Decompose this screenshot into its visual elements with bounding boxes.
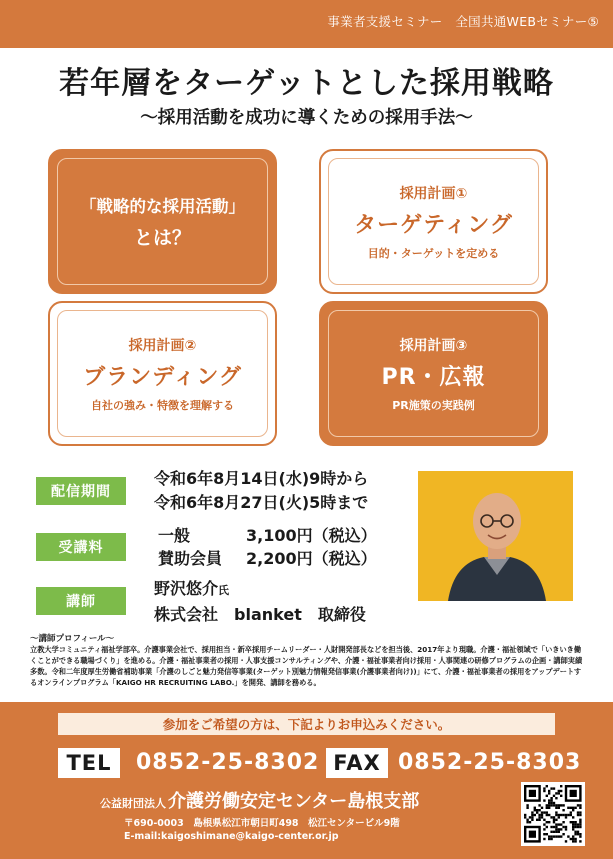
plan3-label: 採用計画③ xyxy=(399,337,468,354)
profile-heading: 〜講師プロフィール〜 xyxy=(30,634,115,644)
fee-row-member xyxy=(158,546,377,569)
plan3-desc: PR施策の実践例 xyxy=(392,398,475,412)
question-line1: 「戦略的な採用活動」 xyxy=(80,197,245,216)
question-line2: とは？ xyxy=(133,227,191,249)
plan1-title: ターゲティング xyxy=(354,212,513,238)
lecturer-name: 野沢悠介 xyxy=(154,579,219,598)
fee-label: 受講料 xyxy=(36,533,126,561)
org-prefix: 公益財団法人 xyxy=(100,797,166,810)
fee-row-general xyxy=(158,523,377,546)
lecturer-honorific: 氏 xyxy=(218,584,230,597)
topic-box-plan2 xyxy=(48,301,277,446)
tel-label: TEL xyxy=(58,748,120,778)
email-address[interactable]: E-mail:kaigoshimane@kaigo-center.or.jp xyxy=(124,831,339,842)
fee-category: 賛助会員 xyxy=(158,549,223,568)
plan3-title: PR・広報 xyxy=(381,364,486,390)
plan1-desc: 目的・ターゲットを定める xyxy=(367,246,500,260)
organization xyxy=(100,787,419,813)
period-label: 配信期間 xyxy=(36,477,126,505)
topic-box-plan1 xyxy=(319,149,548,294)
period-end: 令和6年8月27日(火)5時まで xyxy=(154,493,369,512)
fee-amount: 2,200円（税込） xyxy=(246,549,377,568)
tel-number[interactable]: 0852-25-8302 xyxy=(136,750,320,775)
portrait-icon xyxy=(418,471,573,601)
lecturer-name-line xyxy=(154,576,229,599)
topic-box-plan3 xyxy=(319,301,548,446)
qr-code-icon[interactable] xyxy=(521,782,585,846)
profile-text: 立教大学コミュニティ福祉学部卒。介護事業会社で、採用担当・新卒採用チームリーダー・人財開発部長などを担当後、2017年より現職。介護・福祉領域で「いきいき働くことができる職場づくり」を進める。介護・福祉事業者の採用・人事支援コンサルティングや、介護・福祉事業者向け採用・人事関連の研修プログラムの企画・講師実績多数。令和二年度厚生労働省補助事業「介護のしごと魅力発信等事業(ターゲット別魅力情報発信事業(介護事業者向け))」にて、介護・福祉事業者の採用をアップデートするオンラインプログラム「KAIGO HR RECRUITING LABO.」を開発、講師を務める。 xyxy=(30,645,583,687)
plan1-label: 採用計画① xyxy=(399,185,468,202)
lecturer-photo xyxy=(418,471,573,601)
org-name: 介護労働安定センター島根支部 xyxy=(168,791,420,812)
address: 〒690-0003 島根県松江市朝日町498 松江センタービル9階 xyxy=(124,818,400,829)
seminar-series-label: 事業者支援セミナー 全国共通WEBセミナー⑤ xyxy=(327,14,599,29)
lecturer-label: 講師 xyxy=(36,587,126,615)
topic-box-question xyxy=(48,149,277,294)
page-title: 若年層をターゲットとした採用戦略 xyxy=(59,66,554,101)
page-subtitle: 〜採用活動を成功に導くための採用手法〜 xyxy=(140,108,473,128)
fee-category: 一般 xyxy=(158,526,191,545)
plan2-desc: 自社の強み・特徴を理解する xyxy=(91,398,234,412)
fax-label: FAX xyxy=(326,748,388,778)
period-start: 令和6年8月14日(水)9時から xyxy=(154,469,369,488)
lecturer-company: 株式会社 blanket 取締役 xyxy=(154,605,366,624)
apply-instruction: 参加をご希望の方は、下記よりお申込みください。 xyxy=(58,713,555,735)
plan2-label: 採用計画② xyxy=(128,337,197,354)
plan2-title: ブランディング xyxy=(83,364,242,390)
qr-pattern xyxy=(521,782,585,846)
fax-number: 0852-25-8303 xyxy=(398,750,582,775)
fee-amount: 3,100円（税込） xyxy=(246,526,377,545)
